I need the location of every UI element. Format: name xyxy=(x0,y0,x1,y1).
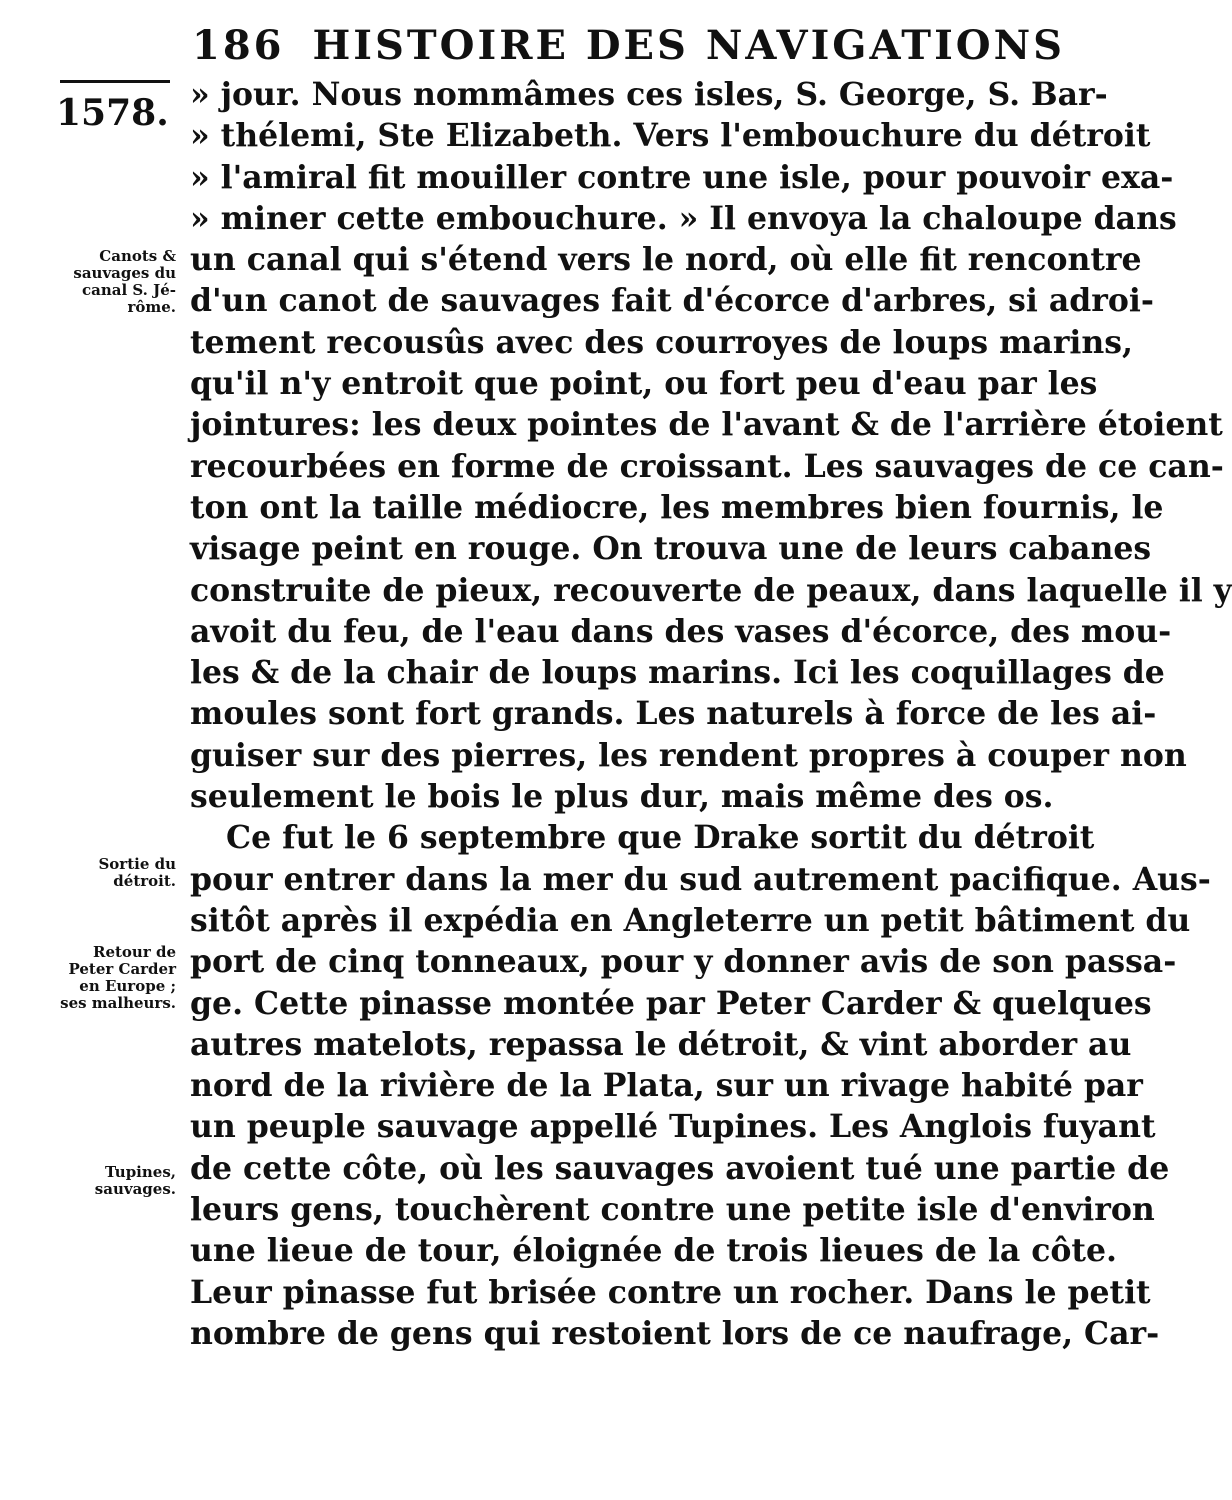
text-line: » miner cette embouchure. » Il envoya la chaloupe dans xyxy=(190,199,1177,237)
margin-year: 1578. xyxy=(56,92,169,134)
text-line: construite de pieux, recouverte de peaux, dans laquelle il y xyxy=(190,571,1232,609)
text-line: guiser sur des pierres, les rendent propres à couper non xyxy=(190,736,1187,774)
text-line: les & de la chair de loups marins. Ici les coquillages de xyxy=(190,654,1165,692)
margin-note-line: détroit. xyxy=(113,872,176,890)
text-line: visage peint en rouge. On trouva une de leurs cabanes xyxy=(190,530,1152,568)
text-line: Leur pinasse fut brisée contre un rocher. Dans le petit xyxy=(190,1273,1151,1311)
page-number: 186 xyxy=(192,22,285,69)
text-line: port de cinq tonneaux, pour y donner avis de son passa- xyxy=(190,943,1177,981)
running-title: HISTOIRE DES NAVIGATIONS xyxy=(312,22,1066,69)
margin-note-line: Sortie du xyxy=(98,855,176,873)
text-line: nord de la rivière de la Plata, sur un rivage habité par xyxy=(190,1067,1143,1105)
text-line: » thélemi, Ste Elizabeth. Vers l'embouchure du détroit xyxy=(190,117,1151,155)
text-line: un canal qui s'étend vers le nord, où elle fit rencontre xyxy=(190,241,1142,279)
margin-note-line: Peter Carder xyxy=(68,960,176,978)
text-line: moules sont fort grands. Les naturels à force de les ai- xyxy=(190,695,1157,733)
margin-note-line: sauvages. xyxy=(94,1180,176,1198)
margin-note-line: Canots & xyxy=(99,247,176,265)
margin-note-line: canal S. Jé- xyxy=(81,281,176,299)
body-text xyxy=(190,74,1232,1354)
text-line: d'un canot de sauvages fait d'écorce d'arbres, si adroi- xyxy=(190,282,1154,320)
margin-note-canots xyxy=(44,248,176,316)
text-line: de cette côte, où les sauvages avoient tué une partie de xyxy=(190,1149,1170,1187)
margin-note-line: ses malheurs. xyxy=(60,994,176,1012)
text-line: Ce fut le 6 septembre que Drake sortit du détroit xyxy=(226,819,1095,857)
text-line: autres matelots, repassa le détroit, & vint aborder au xyxy=(190,1025,1132,1063)
text-line: » l'amiral fit mouiller contre une isle, pour pouvoir exa- xyxy=(190,158,1174,196)
margin-note-tupines xyxy=(44,1164,176,1198)
text-line: tement recousûs avec des courroyes de loups marins, xyxy=(190,323,1134,361)
margin-note-line: Tupines, xyxy=(105,1163,176,1181)
text-line: sitôt après il expédia en Angleterre un petit bâtiment du xyxy=(190,901,1191,939)
margin-note-line: en Europe ; xyxy=(79,977,176,995)
text-line: » jour. Nous nommâmes ces isles, S. George, S. Bar- xyxy=(190,76,1108,113)
text-line: leurs gens, touchèrent contre une petite isle d'environ xyxy=(190,1191,1155,1229)
text-line: qu'il n'y entroit que point, ou fort peu d'eau par les xyxy=(190,365,1098,403)
year-rule xyxy=(60,80,170,83)
margin-note-line: sauvages du xyxy=(73,264,176,282)
text-line: seulement le bois le plus dur, mais même des os. xyxy=(190,778,1054,816)
text-line: recourbées en forme de croissant. Les sauvages de ce can- xyxy=(190,447,1224,485)
margin-note-retour xyxy=(44,944,176,1012)
text-line: ge. Cette pinasse montée par Peter Carder & quelques xyxy=(190,984,1152,1022)
margin-note-sortie xyxy=(44,856,176,890)
text-line: nombre de gens qui restoient lors de ce naufrage, Car- xyxy=(190,1314,1160,1352)
running-header xyxy=(192,22,1066,72)
text-line: avoit du feu, de l'eau dans des vases d'écorce, des mou- xyxy=(190,612,1172,650)
text-line: pour entrer dans la mer du sud autrement pacifique. Aus- xyxy=(190,860,1211,898)
margin-note-line: Retour de xyxy=(92,943,176,961)
text-line: ton ont la taille médiocre, les membres bien fournis, le xyxy=(190,488,1164,526)
margin-note-line: rôme. xyxy=(127,298,176,316)
text-line: un peuple sauvage appellé Tupines. Les Anglois fuyant xyxy=(190,1108,1156,1146)
text-line: jointures: les deux pointes de l'avant & de l'arrière étoient xyxy=(190,406,1223,444)
text-line: une lieue de tour, éloignée de trois lieues de la côte. xyxy=(190,1232,1117,1270)
